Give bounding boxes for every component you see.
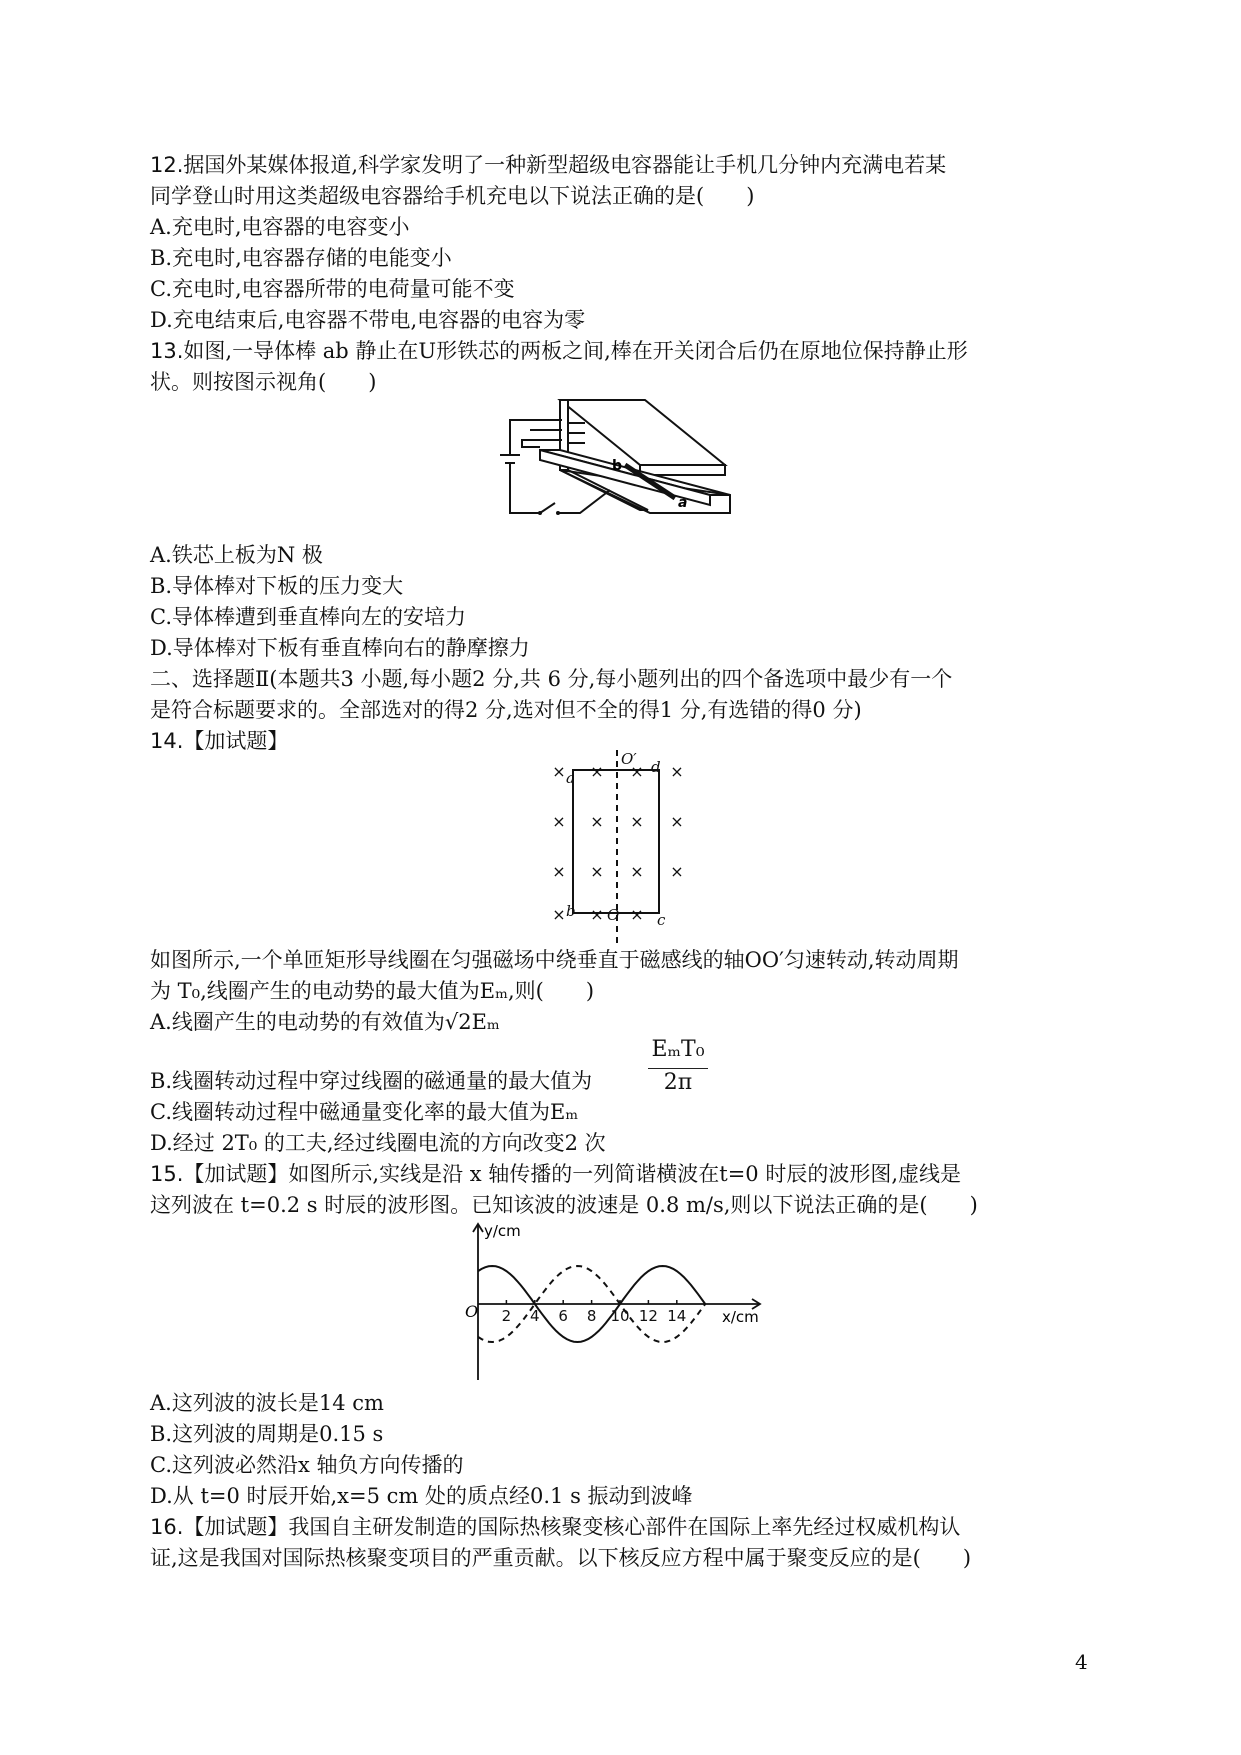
x-tick-label: 4 [530, 1307, 540, 1325]
q14-option-d: D.经过 2T₀ 的工夫,经过线圈电流的方向改变2 次 [150, 1131, 606, 1155]
q15-stem-line1: 15.【加试题】如图所示,实线是沿 x 轴传播的一列简谐横波在t=0 时辰的波形图,虚线是 [150, 1162, 962, 1186]
q12-option-a: A.充电时,电容器的电容变小 [150, 215, 410, 239]
field-x: × [552, 812, 566, 831]
flux-fraction [648, 1036, 708, 1097]
label-b: b [612, 458, 623, 474]
field-x: × [630, 812, 644, 831]
coil-figure [545, 750, 695, 945]
field-x: × [590, 762, 604, 781]
field-x: × [670, 812, 684, 831]
label-d: d [651, 758, 661, 776]
field-x: × [630, 862, 644, 881]
label-a: a [566, 769, 575, 787]
field-x: × [590, 862, 604, 881]
x-tick-label: 10 [610, 1307, 630, 1325]
q13-option-b: B.导体棒对下板的压力变大 [150, 574, 404, 598]
q14-stem-line1: 如图所示,一个单匝矩形导线圈在匀强磁场中绕垂直于磁感线的轴OO′匀速转动,转动周期 [150, 948, 959, 972]
q16-stem-line1: 16.【加试题】我国自主研发制造的国际热核聚变核心部件在国际上率先经过权威机构认 [150, 1515, 961, 1539]
q13-option-c: C.导体棒遭到垂直棒向左的安培力 [150, 605, 466, 629]
x-tick-label: 14 [667, 1307, 687, 1325]
field-x: × [630, 762, 644, 781]
x-tick-label: 8 [586, 1307, 597, 1325]
q12-number: 12. [150, 153, 184, 177]
fraction-numerator: EₘT₀ [648, 1036, 708, 1069]
q14-number: 14. [150, 729, 184, 753]
q13-option-d: D.导体棒对下板有垂直棒向右的静摩擦力 [150, 636, 530, 660]
q12-stem-line2: 同学登山时用这类超级电容器给手机充电以下说法正确的是( ) [150, 184, 755, 208]
section2-heading-line1: 二、选择题Ⅱ(本题共3 小题,每小题2 分,共 6 分,每小题列出的四个备选项中最少有一个 [150, 667, 953, 691]
q15-option-c: C.这列波必然沿x 轴负方向传播的 [150, 1453, 464, 1477]
field-x: × [590, 905, 604, 924]
u-core-figure [500, 395, 740, 530]
x-tick-label: 6 [558, 1307, 568, 1325]
q12-stem-line1: 12.据国外某媒体报道,科学家发明了一种新型超级电容器能让手机几分钟内充满电若某 [150, 153, 947, 177]
q15-option-d: D.从 t=0 时辰开始,x=5 cm 处的质点经0.1 s 振动到波峰 [150, 1484, 693, 1508]
q14-stem-line2: 为 T₀,线圈产生的电动势的最大值为Eₘ,则( ) [150, 979, 595, 1003]
wave-figure [460, 1222, 780, 1382]
q13-stem-line2: 状。则按图示视角( ) [150, 370, 377, 394]
q12-option-c: C.充电时,电容器所带的电荷量可能不变 [150, 277, 515, 301]
q13-stem-line1: 13.如图,一导体棒 ab 静止在U形铁芯的两板之间,棒在开关闭合后仍在原地位保持静止形 [150, 339, 968, 363]
field-x: × [552, 905, 566, 924]
field-x: × [552, 762, 566, 781]
label-c: c [657, 911, 666, 929]
q13-option-a: A.铁芯上板为N 极 [150, 543, 323, 567]
q14-option-b: B.线圈转动过程中穿过线圈的磁通量的最大值为 [150, 1069, 593, 1093]
q12-option-b: B.充电时,电容器存储的电能变小 [150, 246, 452, 270]
label-b: b [566, 902, 576, 920]
field-x: × [670, 762, 684, 781]
x-axis-label: x/cm [722, 1308, 759, 1326]
page-number: 4 [1075, 1650, 1088, 1674]
label-a: a [678, 495, 688, 511]
label-o-prime: O′ [621, 750, 637, 768]
field-x: × [552, 862, 566, 881]
q15-option-b: B.这列波的周期是0.15 s [150, 1422, 384, 1446]
section2-heading-line2: 是符合标题要求的。全部选对的得2 分,选对但不全的得1 分,有选错的得0 分) [150, 698, 862, 722]
x-tick-label: 2 [501, 1307, 512, 1325]
fraction-denominator: 2π [663, 1070, 693, 1095]
field-x: × [590, 812, 604, 831]
q14-option-a: A.线圈产生的电动势的有效值为√2Eₘ [150, 1010, 500, 1034]
field-x: × [670, 862, 684, 881]
field-x: × [630, 905, 644, 924]
x-tick-label: 12 [638, 1307, 658, 1325]
q12-option-d: D.充电结束后,电容器不带电,电容器的电容为零 [150, 308, 586, 332]
origin-label: O [465, 1302, 479, 1321]
q16-number: 16. [150, 1515, 184, 1539]
q13-number: 13. [150, 339, 184, 363]
q15-option-a: A.这列波的波长是14 cm [150, 1391, 384, 1415]
q14-title: 14.【加试题】 [150, 729, 289, 753]
q15-stem-line2: 这列波在 t=0.2 s 时辰的波形图。已知该波的波速是 0.8 m/s,则以下说法正确的是( ) [150, 1193, 978, 1217]
q16-stem-line2: 证,这是我国对国际热核聚变项目的严重贡献。以下核反应方程中属于聚变反应的是( ) [150, 1546, 972, 1570]
q14-option-c: C.线圈转动过程中磁通量变化率的最大值为Eₘ [150, 1100, 579, 1124]
q15-number: 15. [150, 1162, 184, 1186]
y-axis-label: y/cm [484, 1222, 521, 1240]
label-o: O [607, 906, 620, 924]
